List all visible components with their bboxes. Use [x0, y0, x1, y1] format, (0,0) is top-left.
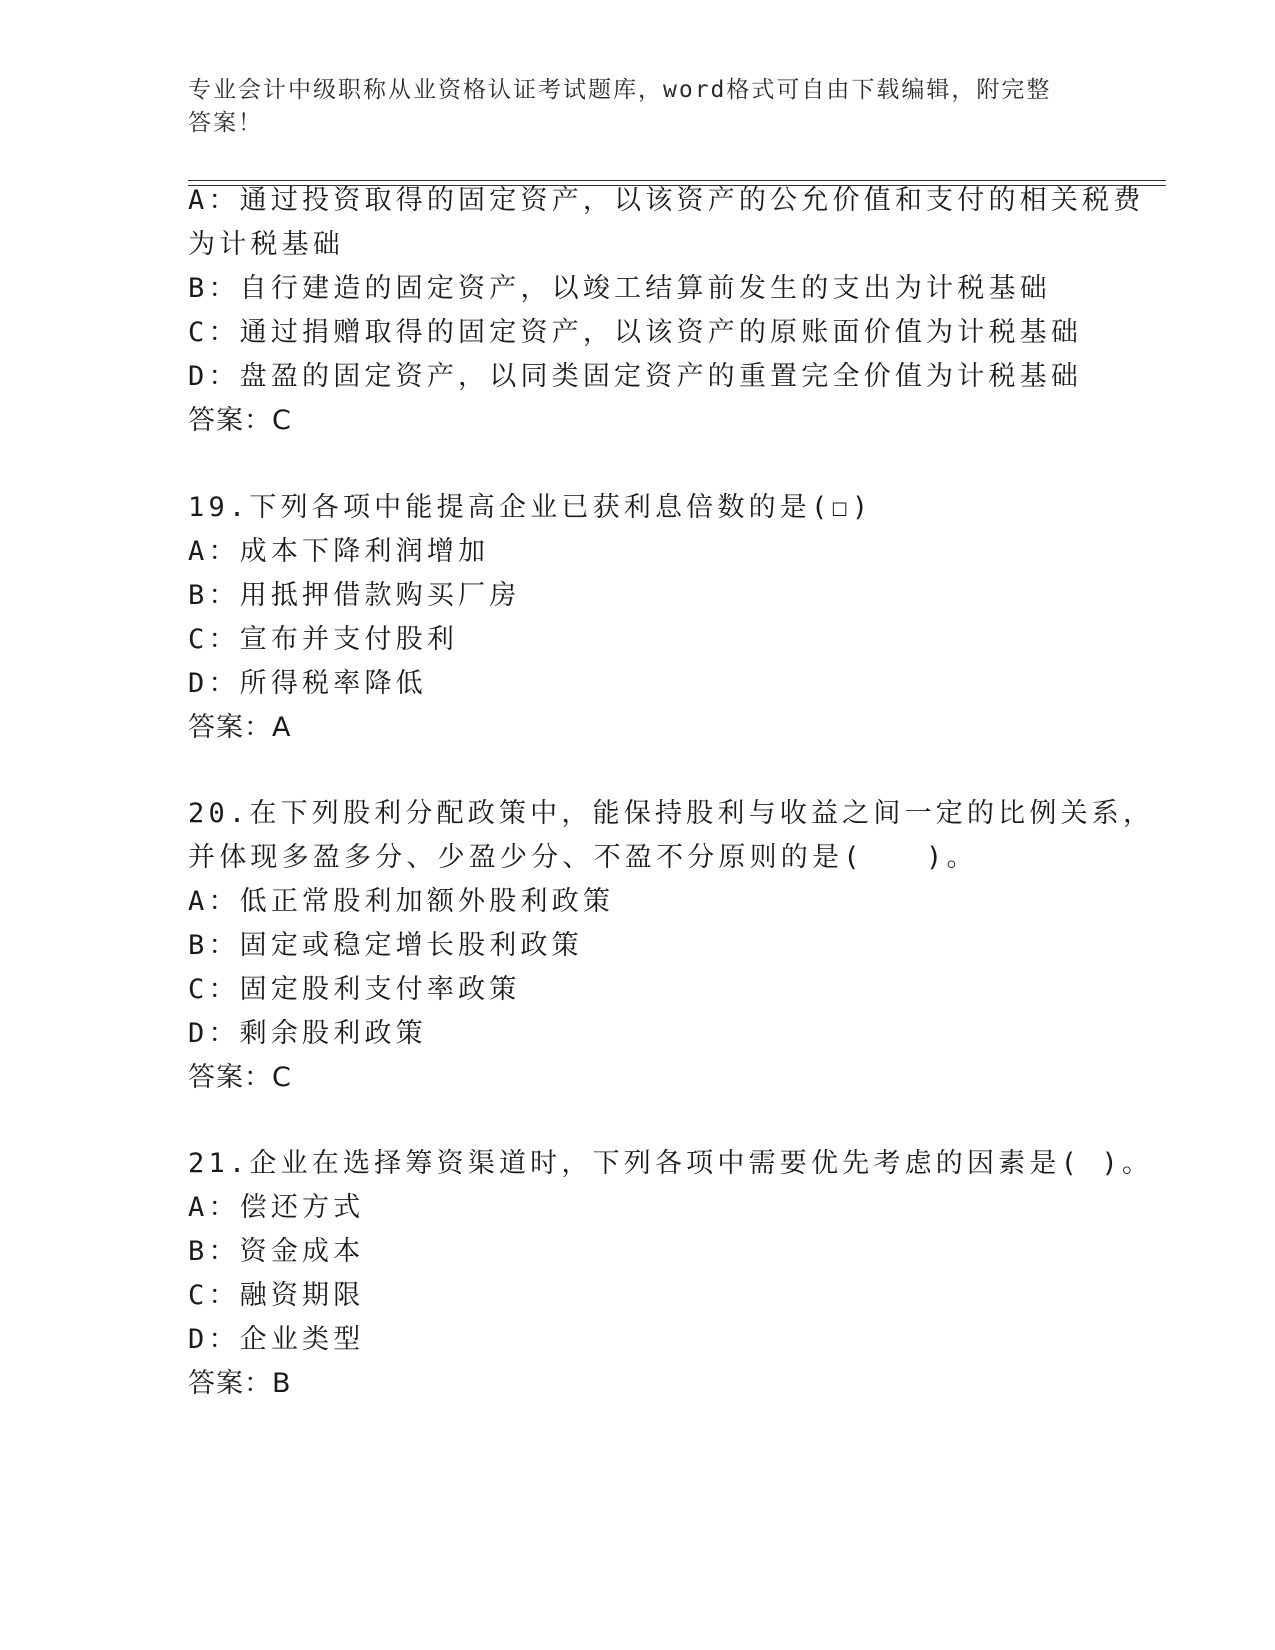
q19-option-c: C：宣布并支付股利: [188, 624, 459, 655]
q21-option-d: D：企业类型: [188, 1324, 365, 1355]
q18-answer: 答案：C: [188, 405, 292, 436]
document-page: [188, 0, 1168, 1650]
q18-option-c: C：通过捐赠取得的固定资产，以该资产的原账面价值为计税基础: [188, 317, 1083, 348]
q21-question: 21.企业在选择筹资渠道时，下列各项中需要优先考虑的因素是( )。: [188, 1148, 1154, 1179]
q19-option-d: D：所得税率降低: [188, 668, 427, 699]
q20-option-a: A：低正常股利加额外股利政策: [188, 886, 615, 917]
q20-option-b: B：固定或稳定增长股利政策: [188, 930, 583, 961]
q18-option-a-cont: 为计税基础: [188, 229, 344, 260]
q21-option-a: A：偿还方式: [188, 1192, 365, 1223]
q19-answer: 答案：A: [188, 712, 292, 743]
q19-option-b: B：用抵押借款购买厂房: [188, 580, 521, 611]
q18-option-b: B：自行建造的固定资产，以竣工结算前发生的支出为计税基础: [188, 273, 1051, 304]
q20-question-line2: 并体现多盈多分、少盈少分、不盈不分原则的是( )。: [188, 842, 978, 873]
q21-answer: 答案：B: [188, 1368, 292, 1399]
q19-question: 19.下列各项中能提高企业已获利息倍数的是(☐): [188, 492, 873, 523]
q20-answer: 答案：C: [188, 1062, 292, 1093]
q18-option-d: D：盘盈的固定资产，以同类固定资产的重置完全价值为计税基础: [188, 361, 1083, 392]
q21-option-b: B：资金成本: [188, 1236, 365, 1267]
q20-question-line1: 20.在下列股利分配政策中，能保持股利与收益之间一定的比例关系，: [188, 798, 1155, 829]
q20-option-d: D：剩余股利政策: [188, 1018, 427, 1049]
q18-option-a: A：通过投资取得的固定资产，以该资产的公允价值和支付的相关税费: [188, 185, 1145, 216]
page-header: 专业会计中级职称从业资格认证考试题库，word格式可自由下载编辑，附完整答案！: [188, 77, 1052, 136]
q20-option-c: C：固定股利支付率政策: [188, 974, 521, 1005]
q21-option-c: C：融资期限: [188, 1280, 365, 1311]
q19-option-a: A：成本下降利润增加: [188, 536, 490, 567]
